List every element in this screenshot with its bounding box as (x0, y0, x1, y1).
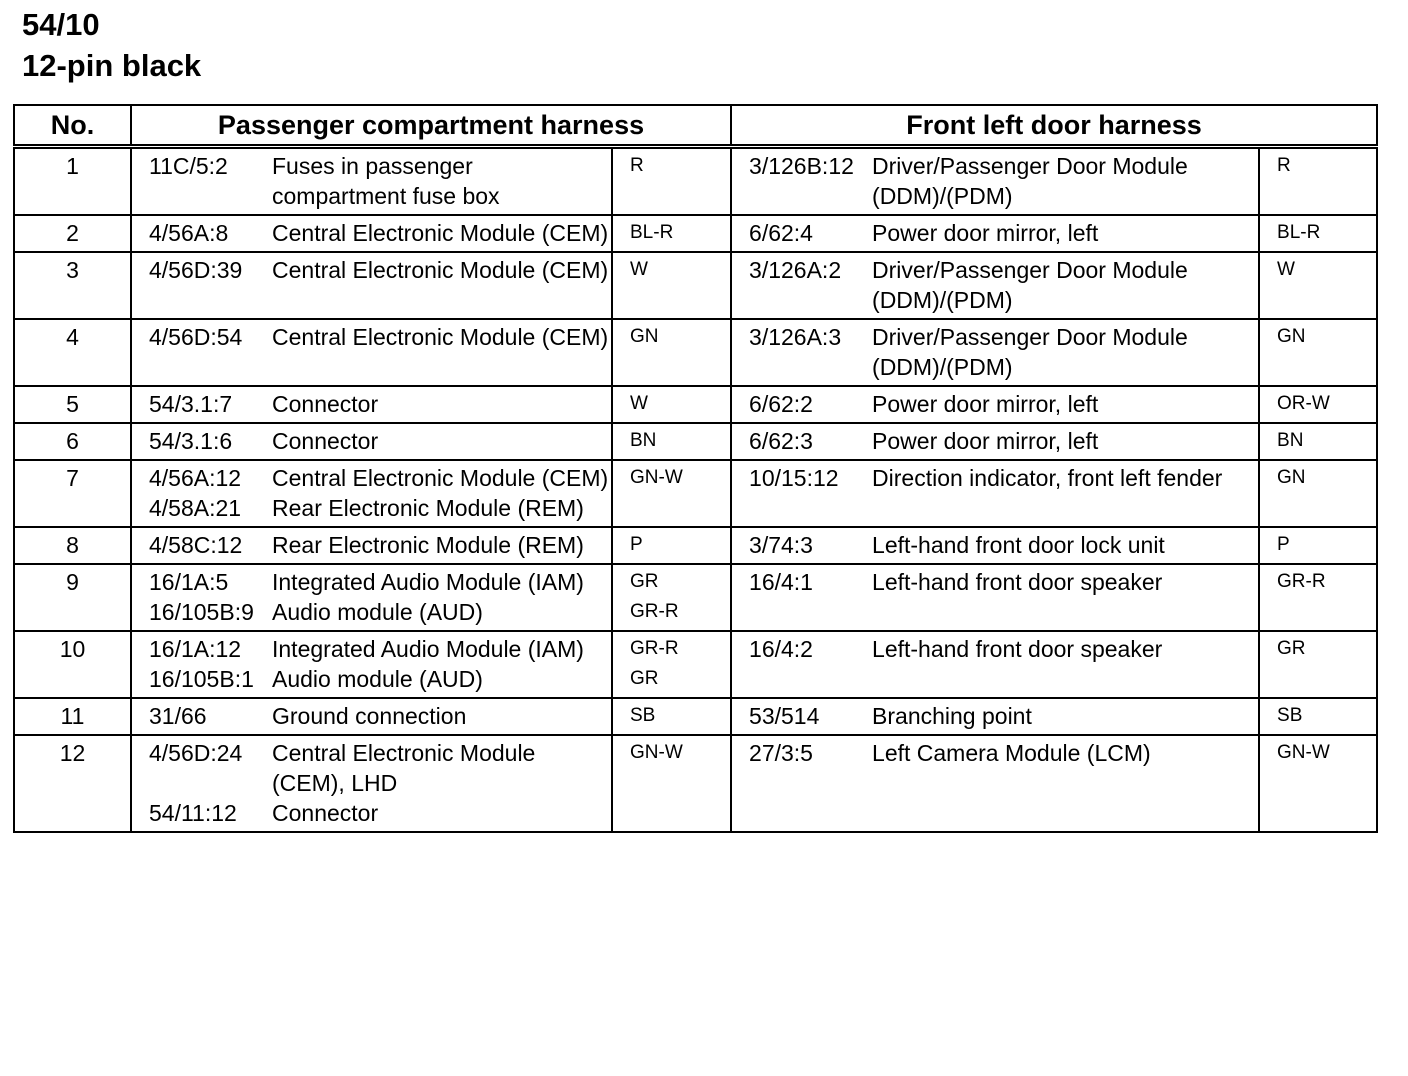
table-row (14, 460, 1377, 527)
table-row (14, 319, 1377, 386)
terminal-code: 3/74:3 (749, 532, 813, 558)
terminal-code: 53/514 (749, 703, 820, 729)
wire-color: GR-R (630, 638, 679, 659)
component-description: Power door mirror, left (872, 220, 1099, 246)
passenger-terminal-cell (131, 319, 272, 386)
terminal-code: 4/56A:8 (149, 220, 229, 246)
wire-color: GR (1277, 638, 1306, 659)
pin-number: 8 (14, 527, 131, 564)
door-component-cell (872, 698, 1259, 735)
passenger-wire-color-cell (612, 631, 731, 698)
passenger-component-cell (272, 386, 612, 423)
passenger-wire-color-cell (612, 147, 731, 216)
door-wire-color-cell (1259, 460, 1377, 527)
terminal-code: 31/66 (149, 703, 207, 729)
passenger-component-cell (272, 319, 612, 386)
wire-color: GN (1277, 467, 1306, 488)
passenger-terminal-cell (131, 147, 272, 216)
passenger-wire-color-cell (612, 386, 731, 423)
terminal-code: 4/56D:24 (149, 740, 243, 766)
passenger-component-cell (272, 527, 612, 564)
pin-number: 4 (14, 319, 131, 386)
column-header-front-left-door-harness: Front left door harness (731, 105, 1377, 147)
component-description: Left-hand front door lock unit (872, 532, 1165, 558)
wire-color: OR-W (1277, 393, 1330, 414)
passenger-terminal-cell (131, 252, 272, 319)
wire-color: W (630, 393, 648, 414)
door-terminal-cell (731, 631, 872, 698)
wire-color: GN (630, 326, 659, 347)
component-description: Left-hand front door speaker (872, 636, 1163, 662)
door-wire-color-cell (1259, 147, 1377, 216)
wire-color: BL-R (1277, 222, 1321, 243)
component-description: Connector (272, 800, 379, 826)
wire-color: GN-W (630, 467, 683, 488)
terminal-code: 54/11:12 (149, 800, 237, 826)
wire-color: GN-W (630, 742, 683, 763)
door-wire-color-cell (1259, 631, 1377, 698)
door-component-cell (872, 460, 1259, 527)
component-description: Fuses in passenger compartment fuse box (272, 153, 500, 209)
door-wire-color-cell (1259, 423, 1377, 460)
passenger-component-cell (272, 460, 612, 527)
table-row (14, 564, 1377, 631)
door-terminal-cell (731, 564, 872, 631)
terminal-code: 6/62:4 (749, 220, 813, 246)
component-description: Audio module (AUD) (272, 599, 483, 625)
door-component-cell (872, 631, 1259, 698)
pin-number: 3 (14, 252, 131, 319)
door-component-cell (872, 319, 1259, 386)
passenger-wire-color-cell (612, 215, 731, 252)
passenger-component-cell (272, 564, 612, 631)
wire-color: GR (630, 668, 659, 689)
passenger-terminal-cell (131, 735, 272, 832)
passenger-terminal-cell (131, 698, 272, 735)
component-description: Central Electronic Module (CEM), LHD (272, 740, 536, 796)
wire-color: P (630, 534, 643, 555)
wire-color: GR-R (1277, 571, 1326, 592)
terminal-code: 54/3.1:6 (149, 428, 233, 454)
passenger-component-cell (272, 215, 612, 252)
door-wire-color-cell (1259, 698, 1377, 735)
wire-color: BN (630, 430, 657, 451)
component-description: Driver/Passenger Door Module (DDM)/(PDM) (872, 324, 1188, 380)
wire-color: GR-R (630, 601, 679, 622)
terminal-code: 4/56A:12 (149, 465, 242, 491)
component-description: Central Electronic Module (CEM) (272, 465, 609, 491)
component-description: Power door mirror, left (872, 428, 1099, 454)
connector-type: 12-pin black (22, 48, 202, 83)
table-row (14, 147, 1377, 216)
wire-color: GN (1277, 326, 1306, 347)
door-terminal-cell (731, 460, 872, 527)
connector-id: 54/10 (22, 7, 100, 42)
passenger-terminal-cell (131, 564, 272, 631)
terminal-code: 4/58C:12 (149, 532, 243, 558)
terminal-code: 16/4:1 (749, 569, 813, 595)
pin-table-body (14, 147, 1377, 833)
door-component-cell (872, 527, 1259, 564)
passenger-component-cell (272, 423, 612, 460)
passenger-wire-color-cell (612, 698, 731, 735)
wire-color: W (630, 259, 648, 280)
door-component-cell (872, 564, 1259, 631)
component-description: Connector (272, 428, 379, 454)
terminal-code: 16/4:2 (749, 636, 813, 662)
wire-color: W (1277, 259, 1295, 280)
passenger-terminal-cell (131, 423, 272, 460)
wire-color: SB (630, 705, 656, 726)
door-terminal-cell (731, 386, 872, 423)
door-wire-color-cell (1259, 252, 1377, 319)
terminal-code: 6/62:3 (749, 428, 813, 454)
component-description: Driver/Passenger Door Module (DDM)/(PDM) (872, 153, 1188, 209)
terminal-code: 16/1A:5 (149, 569, 229, 595)
pin-table (13, 104, 1378, 833)
table-row (14, 631, 1377, 698)
door-component-cell (872, 215, 1259, 252)
table-row (14, 698, 1377, 735)
passenger-component-cell (272, 631, 612, 698)
column-header-no: No. (14, 105, 131, 147)
pin-number: 11 (14, 698, 131, 735)
table-row (14, 252, 1377, 319)
component-description: Integrated Audio Module (IAM) (272, 569, 584, 595)
component-description: Connector (272, 391, 379, 417)
component-description: Left-hand front door speaker (872, 569, 1163, 595)
wire-color: BL-R (630, 222, 674, 243)
passenger-wire-color-cell (612, 527, 731, 564)
component-description: Central Electronic Module (CEM) (272, 257, 609, 283)
component-description: Power door mirror, left (872, 391, 1099, 417)
terminal-code: 54/3.1:7 (149, 391, 233, 417)
wire-color: R (630, 155, 644, 176)
wire-color: R (1277, 155, 1291, 176)
terminal-code: 3/126A:3 (749, 324, 842, 350)
table-header-row (14, 105, 1377, 147)
passenger-wire-color-cell (612, 460, 731, 527)
terminal-code: 3/126B:12 (749, 153, 854, 179)
door-terminal-cell (731, 698, 872, 735)
component-description: Integrated Audio Module (IAM) (272, 636, 584, 662)
door-wire-color-cell (1259, 527, 1377, 564)
pin-number: 2 (14, 215, 131, 252)
passenger-wire-color-cell (612, 564, 731, 631)
column-header-passenger-harness: Passenger compartment harness (131, 105, 731, 147)
terminal-code: 10/15:12 (749, 465, 839, 491)
passenger-terminal-cell (131, 460, 272, 527)
component-description: Rear Electronic Module (REM) (272, 532, 584, 558)
terminal-code: 3/126A:2 (749, 257, 842, 283)
door-wire-color-cell (1259, 386, 1377, 423)
component-description: Central Electronic Module (CEM) (272, 324, 609, 350)
table-row (14, 423, 1377, 460)
door-wire-color-cell (1259, 735, 1377, 832)
passenger-terminal-cell (131, 215, 272, 252)
terminal-code: 11C/5:2 (149, 153, 228, 179)
door-component-cell (872, 252, 1259, 319)
passenger-component-cell (272, 698, 612, 735)
pin-number: 10 (14, 631, 131, 698)
door-component-cell (872, 386, 1259, 423)
component-description: Ground connection (272, 703, 467, 729)
table-row (14, 215, 1377, 252)
door-terminal-cell (731, 319, 872, 386)
wire-color: P (1277, 534, 1290, 555)
terminal-code: 4/58A:21 (149, 495, 242, 521)
passenger-wire-color-cell (612, 423, 731, 460)
terminal-code: 16/105B:1 (149, 666, 254, 692)
terminal-code: 27/3:5 (749, 740, 813, 766)
pin-number: 12 (14, 735, 131, 832)
terminal-code: 6/62:2 (749, 391, 813, 417)
pin-number: 5 (14, 386, 131, 423)
door-wire-color-cell (1259, 319, 1377, 386)
door-terminal-cell (731, 252, 872, 319)
door-wire-color-cell (1259, 564, 1377, 631)
door-terminal-cell (731, 527, 872, 564)
pin-number: 7 (14, 460, 131, 527)
table-row (14, 386, 1377, 423)
pin-number: 9 (14, 564, 131, 631)
door-terminal-cell (731, 735, 872, 832)
component-description: Direction indicator, front left fender (872, 465, 1223, 491)
door-component-cell (872, 423, 1259, 460)
door-wire-color-cell (1259, 215, 1377, 252)
door-terminal-cell (731, 147, 872, 216)
component-description: Branching point (872, 703, 1032, 729)
terminal-code: 16/105B:9 (149, 599, 254, 625)
passenger-terminal-cell (131, 527, 272, 564)
component-description: Audio module (AUD) (272, 666, 483, 692)
wire-color: GN-W (1277, 742, 1330, 763)
pin-number: 1 (14, 147, 131, 216)
passenger-wire-color-cell (612, 735, 731, 832)
terminal-code: 16/1A:12 (149, 636, 242, 662)
wire-color: SB (1277, 705, 1303, 726)
passenger-component-cell (272, 147, 612, 216)
pin-number: 6 (14, 423, 131, 460)
terminal-code: 4/56D:54 (149, 324, 243, 350)
component-description: Driver/Passenger Door Module (DDM)/(PDM) (872, 257, 1188, 313)
passenger-component-cell (272, 252, 612, 319)
wire-color: BN (1277, 430, 1304, 451)
door-terminal-cell (731, 423, 872, 460)
passenger-wire-color-cell (612, 252, 731, 319)
door-component-cell (872, 147, 1259, 216)
table-row (14, 735, 1377, 832)
component-description: Left Camera Module (LCM) (872, 740, 1151, 766)
passenger-terminal-cell (131, 631, 272, 698)
door-component-cell (872, 735, 1259, 832)
component-description: Rear Electronic Module (REM) (272, 495, 584, 521)
door-terminal-cell (731, 215, 872, 252)
passenger-wire-color-cell (612, 319, 731, 386)
component-description: Central Electronic Module (CEM) (272, 220, 609, 246)
wire-color: GR (630, 571, 659, 592)
table-row (14, 527, 1377, 564)
terminal-code: 4/56D:39 (149, 257, 243, 283)
passenger-terminal-cell (131, 386, 272, 423)
passenger-component-cell (272, 735, 612, 832)
